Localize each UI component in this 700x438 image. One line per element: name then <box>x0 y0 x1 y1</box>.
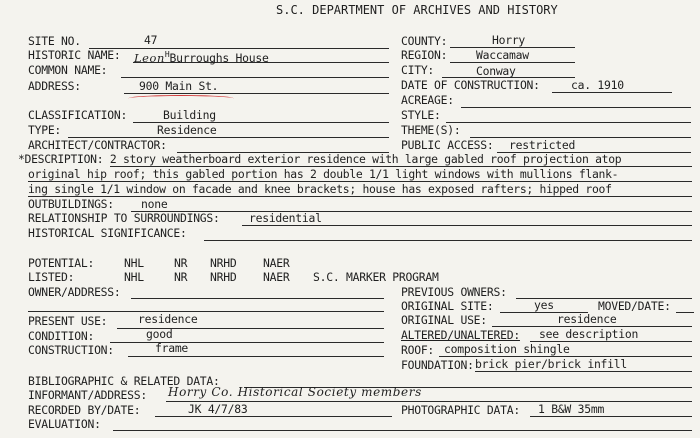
region-value: Waccamaw <box>476 48 529 62</box>
county-value: Horry <box>492 33 526 47</box>
city-label: CITY: <box>401 63 435 77</box>
foundation-label: FOUNDATION: <box>401 358 474 372</box>
sc-marker-label: S.C. MARKER PROGRAM <box>313 270 439 284</box>
city-value: Conway <box>476 64 516 78</box>
acreage-label: ACREAGE: <box>401 93 454 107</box>
photographic-value: 1 B&W 35mm <box>538 402 605 416</box>
description-rule-3 <box>28 196 692 197</box>
relationship-value: residential <box>249 211 322 225</box>
recorded-by-line <box>155 416 392 417</box>
recorded-by-value: JK 4/7/83 <box>188 402 248 416</box>
red-pencil-underline <box>128 95 234 102</box>
original-site-label: ORIGINAL SITE: <box>401 299 494 313</box>
recorded-by-label: RECORDED BY/DATE: <box>28 403 141 417</box>
condition-line <box>110 342 384 343</box>
evaluation-line <box>113 430 692 431</box>
evaluation-label: EVALUATION: <box>28 417 101 431</box>
altered-label: ALTERED/UNALTERED: <box>401 328 520 342</box>
moved-date-line <box>676 312 694 313</box>
condition-value: good <box>146 327 173 341</box>
common-name-line <box>121 77 389 78</box>
owner-address-line-2 <box>28 311 384 312</box>
region-line <box>450 62 575 63</box>
listed-nrhd: NRHD <box>210 270 237 284</box>
roof-value: composition shingle <box>444 342 570 356</box>
present-use-value: residence <box>138 312 198 326</box>
present-use-label: PRESENT USE: <box>28 314 108 328</box>
original-site-value: yes <box>534 298 554 312</box>
listed-nr: NR <box>174 270 188 284</box>
common-name-label: COMMON NAME: <box>28 63 108 77</box>
relationship-label: RELATIONSHIP TO SURROUNDINGS: <box>28 211 220 225</box>
historic-name-label: HISTORIC NAME: <box>28 48 121 62</box>
construction-label: CONSTRUCTION: <box>28 343 114 357</box>
potential-nhl: NHL <box>124 256 144 270</box>
informant-value: Horry Co. Historical Society members <box>168 385 422 399</box>
public-access-label: PUBLIC ACCESS: <box>401 138 494 152</box>
potential-label: POTENTIAL: <box>28 256 95 270</box>
county-label: COUNTY: <box>401 34 448 48</box>
type-label: TYPE: <box>28 123 62 137</box>
listed-label: LISTED: <box>28 270 75 284</box>
potential-naer: NAER <box>263 256 290 270</box>
potential-nrhd: NRHD <box>210 256 237 270</box>
page-title: S.C. DEPARTMENT OF ARCHIVES AND HISTORY <box>276 3 558 17</box>
description-text-3: ing single 1/1 window on facade and knee brackets; house has exposed rafters; hipped roof <box>28 182 612 196</box>
photographic-line <box>530 416 692 417</box>
themes-label: THEME(S): <box>401 123 461 137</box>
altered-value: see description <box>539 327 639 341</box>
owner-address-line <box>131 298 384 299</box>
address-line <box>124 93 389 94</box>
foundation-value: brick pier/brick infill <box>475 357 627 371</box>
address-value: 900 Main St. <box>139 79 219 93</box>
type-value: Residence <box>157 123 217 137</box>
description-text-1: 2 story weatherboard exterior residence with large gabled roof projection atop <box>109 152 622 166</box>
acreage-line <box>461 107 691 108</box>
listed-naer: NAER <box>263 270 290 284</box>
significance-label: HISTORICAL SIGNIFICANCE: <box>28 226 187 240</box>
date-construction-value: ca. 1910 <box>571 78 624 92</box>
historic-name-handwritten: Leon <box>134 50 165 65</box>
style-label: STYLE: <box>401 108 441 122</box>
style-line <box>446 122 691 123</box>
historic-name-value <box>134 48 269 65</box>
historic-name-initial: H <box>164 50 170 59</box>
date-construction-line <box>552 92 672 93</box>
listed-nhl: NHL <box>124 270 144 284</box>
site-no-value: 47 <box>144 33 158 47</box>
address-label: ADDRESS: <box>28 79 81 93</box>
outbuildings-label: OUTBUILDINGS: <box>28 197 114 211</box>
relationship-line <box>242 225 692 226</box>
moved-date-label: MOVED/DATE: <box>598 299 671 313</box>
themes-line <box>470 137 691 138</box>
classification-value: Building <box>163 108 216 122</box>
architect-label: ARCHITECT/CONTRACTOR: <box>28 138 167 152</box>
construction-line <box>128 356 384 357</box>
site-no-label: SITE NO. <box>28 34 81 48</box>
region-label: REGION: <box>401 48 448 62</box>
public-access-value: restricted <box>509 138 576 152</box>
informant-label: INFORMANT/ADDRESS: <box>28 388 147 402</box>
potential-nr: NR <box>174 256 188 270</box>
historic-name-typed: Burroughs House <box>169 50 269 65</box>
condition-label: CONDITION: <box>28 329 95 343</box>
original-use-value: residence <box>557 312 617 326</box>
photographic-label: PHOTOGRAPHIC DATA: <box>401 403 520 417</box>
date-construction-label: DATE OF CONSTRUCTION: <box>401 78 540 92</box>
previous-owners-label: PREVIOUS OWNERS: <box>401 285 507 299</box>
outbuildings-value: none <box>141 197 168 211</box>
description-label: *DESCRIPTION: <box>18 152 104 166</box>
significance-line <box>204 240 692 241</box>
classification-label: CLASSIFICATION: <box>28 108 128 122</box>
bibliographic-label: BIBLIOGRAPHIC & RELATED DATA: <box>28 374 220 388</box>
construction-value: frame <box>155 341 189 355</box>
roof-label: ROOF: <box>401 343 435 357</box>
foundation-line <box>475 371 692 372</box>
description-text-2: original hip roof; this gabled portion has 2 double 1/1 light windows with mullions flank- <box>28 167 619 181</box>
original-use-label: ORIGINAL USE: <box>401 313 487 327</box>
owner-address-label: OWNER/ADDRESS: <box>28 285 121 299</box>
description-line-1 <box>18 153 698 166</box>
